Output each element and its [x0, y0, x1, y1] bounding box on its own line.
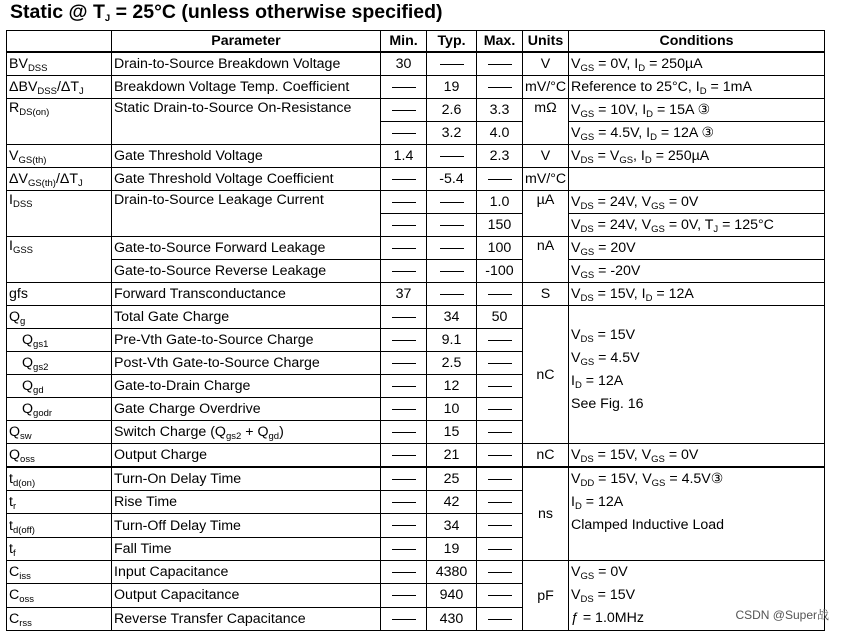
- condition-cell: $V_{DS} = 24V$, $V_{GS} = 0V$: [569, 191, 825, 214]
- condition-cell: $V_{GS} = 20V$: [569, 237, 825, 260]
- typ-cell: 15: [427, 421, 477, 444]
- min-cell: [381, 467, 427, 491]
- typ-cell: [427, 214, 477, 237]
- typ-cell: 25: [427, 467, 477, 491]
- symbol-cell: $R_{DS(on)}$: [7, 99, 112, 145]
- parameter-cell: Drain-to-Source Breakdown Voltage: [112, 52, 381, 76]
- symbol-cell: $I_{GSS}$: [7, 237, 112, 283]
- condition-cell: $V_{GS} = 0V$ $V_{DS} = 15V$ ƒ = 1.0MHz: [569, 561, 825, 631]
- max-cell: 1.0: [477, 191, 523, 214]
- typ-cell: 3.2: [427, 122, 477, 145]
- max-cell: [477, 352, 523, 375]
- symbol-cell: $Q_{gs2}$: [7, 352, 112, 375]
- parameter-cell: Gate-to-Source Reverse Leakage: [112, 260, 381, 283]
- max-cell: [477, 467, 523, 491]
- parameter-cell: Output Capacitance: [112, 584, 381, 607]
- parameter-cell: Pre-Vth Gate-to-Source Charge: [112, 329, 381, 352]
- min-cell: [381, 561, 427, 584]
- symbol-cell: $\Delta BV_{DSS}/\Delta T_J$: [7, 76, 112, 99]
- header-max: Max.: [477, 31, 523, 53]
- table-row: [7, 168, 825, 191]
- parameter-cell: Gate Charge Overdrive: [112, 398, 381, 421]
- min-cell: [381, 514, 427, 537]
- min-cell: [381, 99, 427, 122]
- table-row: [7, 99, 825, 122]
- min-cell: [381, 260, 427, 283]
- symbol-cell: $C_{rss}$: [7, 607, 112, 630]
- symbol-cell: $t_f$: [7, 537, 112, 560]
- min-cell: [381, 76, 427, 99]
- max-cell: 3.3: [477, 99, 523, 122]
- parameter-cell: Drain-to-Source Leakage Current: [112, 191, 381, 237]
- typ-cell: 42: [427, 491, 477, 514]
- typ-cell: [427, 145, 477, 168]
- unit-cell: V: [523, 52, 569, 76]
- min-cell: [381, 375, 427, 398]
- table-row: [7, 467, 825, 491]
- typ-cell: 2.6: [427, 99, 477, 122]
- condition-cell: [569, 168, 825, 191]
- typ-cell: 9.1: [427, 329, 477, 352]
- min-cell: [381, 352, 427, 375]
- symbol-cell: $V_{GS(th)}$: [7, 145, 112, 168]
- static-characteristics-table: [6, 30, 825, 631]
- header-min: Min.: [381, 31, 427, 53]
- table-row: [7, 237, 825, 260]
- unit-cell: mΩ: [523, 99, 569, 145]
- parameter-cell: Fall Time: [112, 537, 381, 560]
- min-cell: [381, 398, 427, 421]
- parameter-cell: Static Drain-to-Source On-Resistance: [112, 99, 381, 145]
- symbol-cell: $Q_g$: [7, 306, 112, 329]
- symbol-cell: $t_{d(off)}$: [7, 514, 112, 537]
- min-cell: [381, 444, 427, 468]
- table-row: [7, 306, 825, 329]
- parameter-cell: Breakdown Voltage Temp. Coefficient: [112, 76, 381, 99]
- min-cell: [381, 421, 427, 444]
- unit-cell: V: [523, 145, 569, 168]
- typ-cell: 940: [427, 584, 477, 607]
- max-cell: [477, 584, 523, 607]
- typ-cell: [427, 237, 477, 260]
- typ-cell: 430: [427, 607, 477, 630]
- symbol-cell: $Q_{sw}$: [7, 421, 112, 444]
- table-row: [7, 283, 825, 306]
- parameter-cell: Reverse Transfer Capacitance: [112, 607, 381, 630]
- typ-cell: 34: [427, 306, 477, 329]
- min-cell: [381, 607, 427, 630]
- condition-cell: $V_{DS} = 15V$, $V_{GS} = 0V$: [569, 444, 825, 468]
- condition-cell: $V_{GS} = 4.5V$, $I_D = 12A$ ③: [569, 122, 825, 145]
- table-row: [7, 52, 825, 76]
- min-cell: [381, 122, 427, 145]
- table-row: [7, 260, 825, 283]
- symbol-cell: $Q_{oss}$: [7, 444, 112, 468]
- header-row: [7, 31, 825, 53]
- unit-cell: nC: [523, 306, 569, 444]
- typ-cell: 10: [427, 398, 477, 421]
- table-title: Static @ $T_J = 25^\circ C$ (unless otherwise specified): [10, 1, 443, 24]
- parameter-cell: Turn-Off Delay Time: [112, 514, 381, 537]
- min-cell: 37: [381, 283, 427, 306]
- parameter-cell: Switch Charge $(Q_{gs2} + Q_{gd})$: [112, 421, 381, 444]
- max-cell: [477, 398, 523, 421]
- header-typ: Typ.: [427, 31, 477, 53]
- min-cell: [381, 537, 427, 560]
- parameter-cell: Forward Transconductance: [112, 283, 381, 306]
- table-row: [7, 444, 825, 468]
- condition-cell: $V_{DS} = 24V$, $V_{GS} = 0V$, $T_J = 125^\circ C$: [569, 214, 825, 237]
- symbol-cell: $I_{DSS}$: [7, 191, 112, 237]
- condition-cell: $V_{DD} = 15V$, $V_{GS}$ = 4.5V③ $I_D = 12A$ Clamped Inductive Load: [569, 467, 825, 561]
- header-units: Units: [523, 31, 569, 53]
- min-cell: [381, 168, 427, 191]
- typ-cell: [427, 260, 477, 283]
- watermark: CSDN @Super战: [735, 608, 829, 622]
- typ-cell: -5.4: [427, 168, 477, 191]
- min-cell: [381, 329, 427, 352]
- condition-cell: $V_{DS} = 15V$ $V_{GS} = 4.5V$ $I_D = 12A$ See Fig. 16: [569, 306, 825, 444]
- parameter-cell: Gate-to-Drain Charge: [112, 375, 381, 398]
- parameter-cell: Output Charge: [112, 444, 381, 468]
- max-cell: [477, 491, 523, 514]
- unit-cell: mV/°C: [523, 168, 569, 191]
- parameter-cell: Input Capacitance: [112, 561, 381, 584]
- max-cell: 4.0: [477, 122, 523, 145]
- typ-cell: 4380: [427, 561, 477, 584]
- typ-cell: 12: [427, 375, 477, 398]
- typ-cell: 21: [427, 444, 477, 468]
- symbol-cell: $Q_{gd}$: [7, 375, 112, 398]
- unit-cell: S: [523, 283, 569, 306]
- max-cell: 2.3: [477, 145, 523, 168]
- parameter-cell: Total Gate Charge: [112, 306, 381, 329]
- condition-cell: $V_{DS} = V_{GS}$, $I_D = 250\mu A$: [569, 145, 825, 168]
- typ-cell: [427, 52, 477, 76]
- max-cell: [477, 52, 523, 76]
- max-cell: [477, 607, 523, 630]
- max-cell: -100: [477, 260, 523, 283]
- typ-cell: 34: [427, 514, 477, 537]
- symbol-cell: $BV_{DSS}$: [7, 52, 112, 76]
- symbol-cell: $t_{d(on)}$: [7, 467, 112, 491]
- unit-cell: ns: [523, 467, 569, 561]
- symbol-cell: $C_{iss}$: [7, 561, 112, 584]
- symbol-cell: $t_r$: [7, 491, 112, 514]
- parameter-cell: Turn-On Delay Time: [112, 467, 381, 491]
- max-cell: [477, 514, 523, 537]
- max-cell: 150: [477, 214, 523, 237]
- min-cell: 1.4: [381, 145, 427, 168]
- parameter-cell: Gate Threshold Voltage: [112, 145, 381, 168]
- typ-cell: [427, 191, 477, 214]
- condition-cell: $V_{GS} = 0V$, $I_D = 250\mu A$: [569, 52, 825, 76]
- max-cell: [477, 375, 523, 398]
- max-cell: [477, 561, 523, 584]
- unit-cell: nA: [523, 237, 569, 283]
- unit-cell: nC: [523, 444, 569, 468]
- unit-cell: mV/°C: [523, 76, 569, 99]
- parameter-cell: Gate-to-Source Forward Leakage: [112, 237, 381, 260]
- min-cell: [381, 491, 427, 514]
- table-row: [7, 191, 825, 214]
- max-cell: [477, 421, 523, 444]
- table-row: [7, 561, 825, 584]
- max-cell: 50: [477, 306, 523, 329]
- typ-cell: 19: [427, 76, 477, 99]
- max-cell: [477, 76, 523, 99]
- header-conditions: Conditions: [569, 31, 825, 53]
- symbol-cell: $Q_{gs1}$: [7, 329, 112, 352]
- typ-cell: [427, 283, 477, 306]
- table-row: [7, 145, 825, 168]
- header-parameter: Parameter: [112, 31, 381, 53]
- unit-cell: pF: [523, 561, 569, 631]
- max-cell: [477, 537, 523, 560]
- min-cell: 30: [381, 52, 427, 76]
- min-cell: [381, 214, 427, 237]
- max-cell: [477, 283, 523, 306]
- parameter-cell: Rise Time: [112, 491, 381, 514]
- parameter-cell: Gate Threshold Voltage Coefficient: [112, 168, 381, 191]
- condition-cell: Reference to 25°C, $I_D = 1mA$: [569, 76, 825, 99]
- min-cell: [381, 306, 427, 329]
- min-cell: [381, 191, 427, 214]
- condition-cell: $V_{DS} = 15V$, $I_D = 12A$: [569, 283, 825, 306]
- condition-cell: $V_{GS} = 10V$, $I_D = 15A$ ③: [569, 99, 825, 122]
- symbol-cell: gfs: [7, 283, 112, 306]
- min-cell: [381, 237, 427, 260]
- condition-cell: $V_{GS} = -20V$: [569, 260, 825, 283]
- unit-cell: µA: [523, 191, 569, 237]
- parameter-cell: Post-Vth Gate-to-Source Charge: [112, 352, 381, 375]
- table-row: [7, 76, 825, 99]
- symbol-cell: $\Delta V_{GS(th)}/\Delta T_J$: [7, 168, 112, 191]
- typ-cell: 2.5: [427, 352, 477, 375]
- max-cell: 100: [477, 237, 523, 260]
- min-cell: [381, 584, 427, 607]
- symbol-cell: $C_{oss}$: [7, 584, 112, 607]
- symbol-cell: $Q_{godr}$: [7, 398, 112, 421]
- max-cell: [477, 444, 523, 468]
- max-cell: [477, 168, 523, 191]
- max-cell: [477, 329, 523, 352]
- typ-cell: 19: [427, 537, 477, 560]
